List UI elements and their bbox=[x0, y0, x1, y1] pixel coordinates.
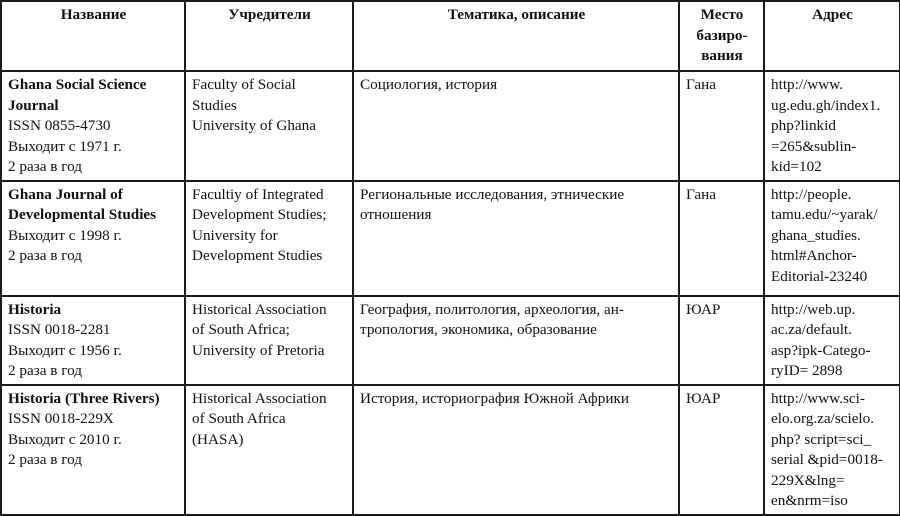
cell-founders bbox=[185, 71, 353, 181]
founder-line: Faculty of Social bbox=[192, 76, 296, 93]
table-row bbox=[1, 385, 900, 515]
founder-line: of South Africa bbox=[192, 410, 286, 427]
header-location bbox=[679, 1, 764, 71]
journal-detail: 2 раза в год bbox=[8, 362, 82, 379]
header-name: Название bbox=[1, 1, 185, 71]
journal-title: Historia bbox=[8, 300, 62, 318]
founder-line: Historical Association bbox=[192, 300, 327, 318]
journal-detail: Выходит с 1956 г. bbox=[8, 341, 122, 359]
journal-title: Ghana Social Science bbox=[8, 76, 147, 93]
cell-address bbox=[764, 296, 900, 385]
cell-name bbox=[1, 296, 185, 385]
journal-title: Journal bbox=[8, 96, 59, 114]
header-location-line: Место bbox=[700, 6, 744, 23]
address-line: asp?ipk-Catego- bbox=[771, 341, 871, 359]
address-line: tamu.edu/~yarak/ bbox=[771, 206, 878, 223]
cell-topics bbox=[353, 71, 679, 181]
address-line: ac.za/default. bbox=[771, 321, 852, 338]
cell-address bbox=[764, 71, 900, 181]
table-row bbox=[1, 181, 900, 296]
founder-line: Facultiy of Integrated bbox=[192, 185, 324, 203]
cell-topics bbox=[353, 296, 679, 385]
journal-detail: 2 раза в год bbox=[8, 247, 82, 264]
topics-line: География, политология, археология, ан- bbox=[360, 300, 624, 318]
founder-line: University of Ghana bbox=[192, 117, 316, 134]
topics-line: История, историография Южной Африки bbox=[360, 389, 629, 407]
founder-line: Development Studies bbox=[192, 247, 323, 264]
address-line: ghana_studies. bbox=[771, 226, 861, 244]
journal-detail: Выходит с 1971 г. bbox=[8, 137, 122, 155]
journal-detail: 2 раза в год bbox=[8, 158, 82, 175]
address-line: =265&sublin- bbox=[771, 137, 857, 155]
address-line: php?linkid bbox=[771, 117, 836, 134]
journal-detail: ISSN 0018-229X bbox=[8, 410, 114, 427]
journal-title: Ghana Journal of bbox=[8, 185, 123, 203]
cell-location: Гана bbox=[679, 181, 764, 296]
address-line: ug.edu.gh/index1. bbox=[771, 96, 881, 114]
founder-line: Historical Association bbox=[192, 389, 327, 407]
cell-topics bbox=[353, 385, 679, 515]
cell-location: ЮАР bbox=[679, 296, 764, 385]
journal-title: Developmental Studies bbox=[8, 206, 157, 223]
founder-line: University for bbox=[192, 226, 278, 244]
cell-address bbox=[764, 181, 900, 296]
address-line: elo.org.za/scielo. bbox=[771, 410, 875, 427]
founder-line: Studies bbox=[192, 96, 237, 114]
cell-founders bbox=[185, 385, 353, 515]
cell-address bbox=[764, 385, 900, 515]
cell-topics bbox=[353, 181, 679, 296]
cell-location: Гана bbox=[679, 71, 764, 181]
topics-line: отношения bbox=[360, 206, 432, 223]
journal-detail: ISSN 0018-2281 bbox=[8, 321, 111, 338]
address-line: 229X&lng= bbox=[771, 471, 845, 489]
address-line: ryID= 2898 bbox=[771, 362, 843, 379]
header-topics: Тематика, описание bbox=[353, 1, 679, 71]
topics-line: Региональные исследования, этнические bbox=[360, 185, 625, 203]
header-location-line: базиро- bbox=[696, 26, 748, 44]
address-line: en&nrm=iso bbox=[771, 492, 848, 509]
journal-detail: ISSN 0855-4730 bbox=[8, 117, 111, 134]
founder-line: Development Studies; bbox=[192, 206, 327, 223]
topics-line: тропология, экономика, образование bbox=[360, 321, 597, 338]
cell-founders bbox=[185, 296, 353, 385]
cell-name bbox=[1, 71, 185, 181]
address-line: php? script=sci_ bbox=[771, 430, 872, 448]
founder-line: University of Pretoria bbox=[192, 341, 325, 359]
cell-founders bbox=[185, 181, 353, 296]
cell-name bbox=[1, 181, 185, 296]
founder-line: (HASA) bbox=[192, 430, 244, 448]
founder-line: of South Africa; bbox=[192, 321, 290, 338]
table-row bbox=[1, 71, 900, 181]
address-line: http://www.sci- bbox=[771, 389, 865, 407]
journal-title: Historia (Three Rivers) bbox=[8, 389, 160, 407]
cell-location: ЮАР bbox=[679, 385, 764, 515]
header-founders: Учредители bbox=[185, 1, 353, 71]
header-address: Адрес bbox=[764, 1, 900, 71]
table-header-row bbox=[1, 1, 900, 71]
journal-detail: Выходит с 2010 г. bbox=[8, 430, 122, 448]
table-row bbox=[1, 296, 900, 385]
address-line: kid=102 bbox=[771, 158, 822, 175]
address-line: http://web.up. bbox=[771, 300, 856, 318]
address-line: html#Anchor- bbox=[771, 247, 857, 264]
header-location-line: вания bbox=[701, 47, 743, 64]
journal-detail: Выходит с 1998 г. bbox=[8, 226, 122, 244]
journal-detail: 2 раза в год bbox=[8, 451, 82, 468]
address-line: serial &pid=0018- bbox=[771, 451, 883, 468]
address-line: http://people. bbox=[771, 185, 852, 203]
cell-name bbox=[1, 385, 185, 515]
topics-line: Социология, история bbox=[360, 76, 498, 93]
address-line: http://www. bbox=[771, 76, 843, 93]
address-line: Editorial-23240 bbox=[771, 267, 868, 285]
